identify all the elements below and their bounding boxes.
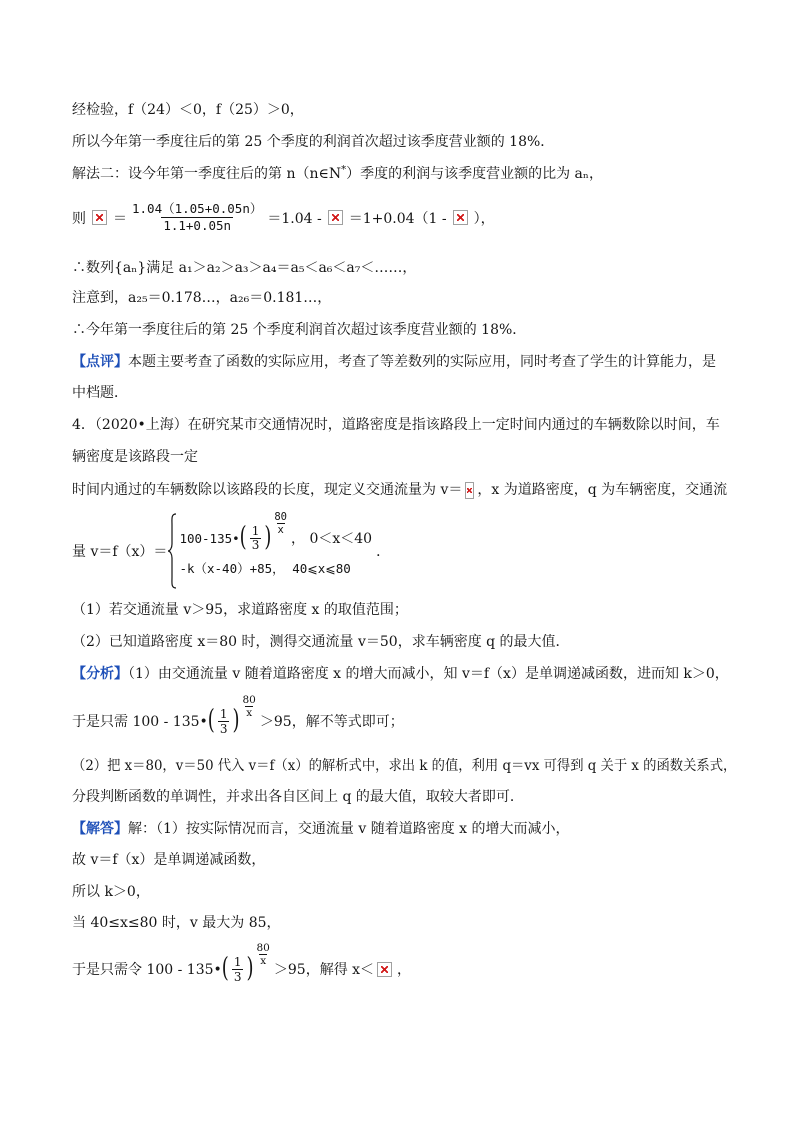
fraction-numerator: 1.04（1.05+0.05n）	[132, 201, 263, 216]
text-run: ＝	[113, 210, 127, 227]
fraction-numerator: 1	[233, 954, 242, 969]
text-line: 所以今年第一季度往后的第 25 个季度的利润首次超过该季度营业额的 18%．	[72, 134, 555, 150]
fraction-denominator: 1.1+0.05n	[163, 218, 232, 233]
exponent-denominator: x	[260, 954, 267, 967]
fraction	[218, 707, 230, 736]
exponent-numerator: 80	[242, 693, 256, 706]
exponent-denominator: x	[277, 523, 284, 536]
inequality-line	[72, 941, 412, 990]
text-run: ＞95，解不等式即可；	[259, 714, 404, 730]
piecewise-function	[72, 510, 391, 589]
text-run: ＞95，解得 x＜	[273, 962, 375, 978]
question-1: （1）若交通流量 v＞95，求道路密度 x 的取值范围；	[72, 602, 408, 618]
text-run: ， 0＜x＜40	[291, 531, 373, 547]
text-line: 当 40≤x≤80 时，v 最大为 85，	[72, 915, 281, 931]
exponent-numerator: 80	[256, 941, 270, 954]
fraction	[232, 955, 244, 984]
solution-method-2-line	[72, 164, 603, 184]
text-line: 中档题．	[72, 385, 128, 401]
section-label: 【分析】	[72, 666, 128, 682]
left-paren: (	[221, 952, 229, 984]
inequality-line	[72, 693, 404, 742]
text-line: 注意到，a₂₅＝0.178…，a₂₆＝0.181…，	[72, 290, 332, 306]
text-line: ∴今年第一季度往后的第 25 个季度利润首次超过该季度营业额的 18%．	[72, 322, 527, 338]
text-run: ，x 为道路密度，q 为车辆密度，交通流	[477, 482, 728, 498]
text-line	[72, 480, 727, 500]
broken-image-icon	[453, 210, 468, 225]
broken-image-icon	[377, 962, 392, 977]
piecewise-row-2	[179, 555, 372, 581]
fraction-numerator: 1	[251, 523, 260, 538]
text-line: 故 v＝f（x）是单调递减函数，	[72, 852, 266, 868]
text-run: ＝1.04 -	[267, 210, 322, 227]
exponent-fraction	[242, 694, 257, 719]
text-run: ）季度的利润与该季度营业额的比为 aₙ，	[346, 166, 603, 182]
ratio-formula-line	[72, 201, 495, 234]
section-label: 【点评】	[72, 354, 128, 370]
text-run: 本题主要考查了函数的实际应用，考查了等差数列的实际应用，同时考查了学生的计算能力，是	[128, 354, 716, 370]
answer-line	[72, 819, 570, 839]
fraction	[250, 525, 262, 552]
broken-image-icon	[92, 210, 107, 225]
comment-line	[72, 352, 716, 372]
fraction	[130, 201, 264, 234]
problem-heading: 4．（2020•上海）在研究某市交通情况时，道路密度是指该路段上一定时间内通过的车辆数除以时间，车	[72, 417, 720, 433]
text-run: 解法二：设今年第一季度往后的第 n（n∈N	[72, 166, 342, 182]
text-run: ，	[397, 962, 412, 978]
text-line: 所以 k＞0，	[72, 884, 150, 900]
question-2: （2）已知道路密度 x＝80 时，测得交通流量 v＝50，求车辆密度 q 的最大值．	[72, 634, 570, 650]
left-paren: (	[239, 521, 247, 553]
section-label: 【解答】	[72, 821, 128, 837]
right-paren: )	[264, 521, 272, 553]
fraction-denominator: 3	[219, 721, 228, 736]
exponent-numerator: 80	[274, 510, 288, 523]
text-run: -k（x-40）+85， 40⩽x⩽80	[179, 561, 351, 576]
text-line: 辆密度是该路段一定	[72, 449, 198, 465]
text-run: ），	[473, 210, 495, 227]
text-run: 解：（1）按实际情况而言，交通流量 v 随着道路密度 x 的增大而减小，	[128, 821, 570, 837]
text-run: 100-135•	[179, 530, 240, 546]
text-run: 则	[72, 210, 86, 227]
text-run: 于是只需令 100 - 135•	[72, 962, 222, 978]
text-run: ．	[376, 544, 391, 560]
left-paren: (	[207, 704, 215, 736]
exponent-fraction	[273, 511, 288, 536]
text-run: 于是只需 100 - 135•	[72, 714, 208, 730]
sequence-line: ∴数列{aₙ}满足 a₁＞a₂＞a₃＞a₄＝a₅＜a₆＜a₇＜……，	[72, 260, 417, 276]
left-brace	[167, 513, 177, 589]
piecewise-rows	[179, 510, 373, 581]
fraction-denominator: 3	[233, 969, 242, 984]
text-run: 时间内通过的车辆数除以该路段的长度，现定义交通流量为 v＝	[72, 482, 463, 498]
text-run: 量 v＝f（x）＝	[72, 544, 168, 560]
text-line: （2）把 x＝80，v＝50 代入 v＝f（x）的解析式中，求出 k 的值，利用 q＝vx 可得到 q 关于 x 的函数关系式，	[72, 758, 737, 774]
fraction-denominator: 3	[251, 537, 260, 552]
right-paren: )	[232, 704, 240, 736]
piecewise-row-1	[179, 510, 373, 555]
text-run: ＝1+0.04（1 -	[348, 210, 447, 227]
exponent-denominator: x	[246, 706, 253, 719]
superscript: *	[341, 164, 347, 176]
text-run: （1）由交通流量 v 随着道路密度 x 的增大而减小，知 v＝f（x）是单调递减函数，进而知 k＞0，	[128, 666, 729, 682]
broken-image-icon	[465, 482, 474, 499]
text-line: 分段判断函数的单调性，并求出各自区间上 q 的最大值，取较大者即可．	[72, 789, 524, 805]
exponent-fraction	[256, 942, 271, 967]
right-paren: )	[246, 952, 254, 984]
broken-image-icon	[328, 210, 343, 225]
fraction-numerator: 1	[219, 706, 228, 721]
analysis-line	[72, 664, 729, 684]
text-line: 经检验，f（24）＜0，f（25）＞0，	[72, 102, 304, 118]
